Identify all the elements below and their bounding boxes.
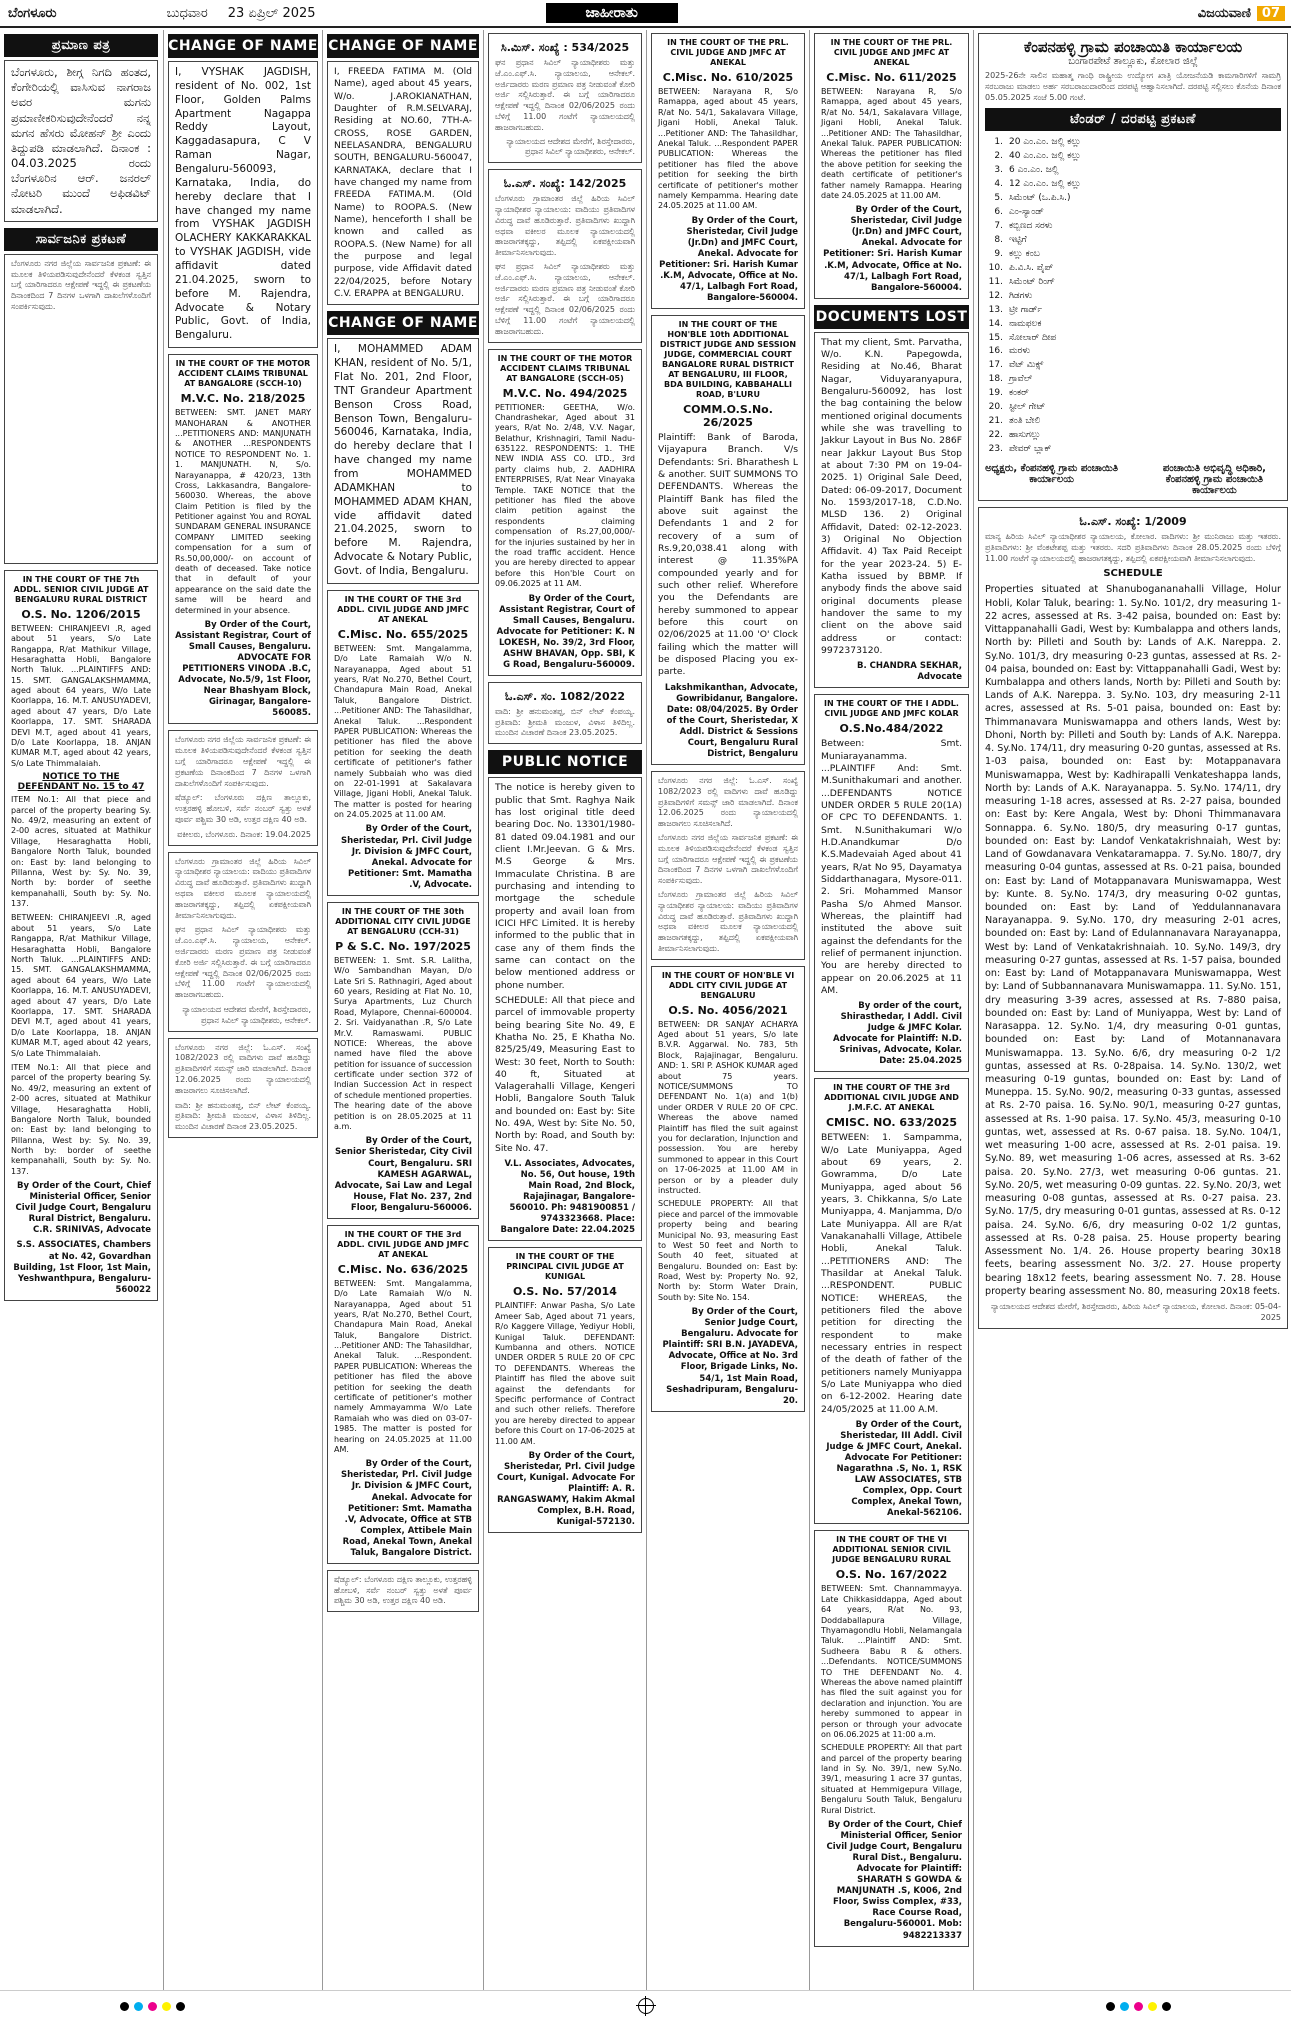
public-notice-header: PUBLIC NOTICE <box>488 750 642 774</box>
tender-item-number: 12. <box>988 290 1003 301</box>
change-of-name-header: CHANGE OF NAME <box>168 34 318 58</box>
tender-office-subtitle: ಬಂಗಾರಪೇಟೆ ತಾಲ್ಲೂಕು, ಕೋಲಾರ ಜಿಲ್ಲೆ <box>1068 56 1198 67</box>
court-title: IN THE COURT OF THE PRL. CIVIL JUDGE AND JMFC AT ANEKAL <box>667 38 789 67</box>
tender-item <box>985 345 1281 359</box>
case-body: BETWEEN: DR SANJAY ACHARYA Aged about 51 years, S/o late B.V.R. Aggarwal. No. 783, 5th Block, Rajajinagar, Bengaluru. AND: 1. SRI P. ASHOK KUMAR aged about 75 years. NOTICE/SUMMONS TO DEFENDANT No. 1(a) and 1(b) under ORDER V RULE 20 OF CPC. Whereas the above named Plaintiff has filed the suit against you for declaration, Injunction and possession. You are hereby summoned to appear in this Court on 17-06-2025 at 11.00 AM in person or by a pleader duly instructed. <box>658 1019 798 1195</box>
tender-items-list <box>985 136 1281 457</box>
kannada-notice-text: ಘನ ಪ್ರಧಾನ ಸಿವಿಲ್ ನ್ಯಾಯಾಧೀಶರು ಮತ್ತು ಜೆ.ಎಂ.ಎಫ್.ಸಿ. ನ್ಯಾಯಾಲಯ, ಆನೇಕಲ್. ಅರ್ಜಿದಾರರು ಮರಣ ಪ್ರಮಾಣ ಪತ್ರ ನೀಡುವಂತೆ ಕೋರಿ ಅರ್ಜಿ ಸಲ್ಲಿಸಿರುತ್ತಾರೆ. ಈ ಬಗ್ಗೆ ಯಾರಿಗಾದರೂ ಆಕ್ಷೇಪಣೆ ಇದ್ದಲ್ಲಿ ದಿನಾಂಕ 02/06/2025 ರಂದು ಬೆಳಿಗ್ಗೆ 11.00 ಗಂಟೆಗೆ ನ್ಯಾಯಾಲಯದಲ್ಲಿ ಹಾಜರಾಗಬಹುದು. <box>495 58 635 132</box>
tender-item-number: 5. <box>994 193 1003 204</box>
case-number: C.Misc. No. 610/2025 <box>662 71 794 84</box>
tender-item <box>985 401 1281 415</box>
kannada-os-1082 <box>488 682 642 744</box>
documents-lost-text: That my client, Smt. Parvatha, W/o. K.N. Papegowda, Residing at No.46, Bharat Nagar, Viduyaranyapura, Bengaluru-560092, has lost the bag containing the below mentioned original documents while she was travelling to Jakkur Layout in Bus No. 286F near Jakkur Layout Bus Stop at about 7:30 PM on 19-04-2025. 1) Original Sale Deed, Dated: 06-09-2017, Document No. 1593/2017-18, C.D.No. MLSD 136. 2) Original Affidavit, Dated: 02-12-2023. 3) Original No Objection Affidavit. 4) Tax Paid Receipt for the year 2023-24. 5) E-Katha issued by BBMP. If anybody finds the above said original documents please handover the same to my client on the above said address or contact: 9972373120. <box>821 336 962 656</box>
court-notice-cmisc-611 <box>814 33 969 299</box>
tender-item-label: 20 ಎಂ.ಎಂ. ಜಲ್ಲಿ ಕಲ್ಲು <box>1009 137 1081 148</box>
tender-item <box>985 276 1281 290</box>
kannada-signature: ನ್ಯಾಯಾಲಯದ ಆದೇಶದ ಮೇರೆಗೆ, ಶಿರಸ್ತೇದಾರರು, ಪ್ರಧಾನ ಸಿವಿಲ್ ನ್ಯಾಯಾಧೀಶರು, ಆನೇಕಲ್. <box>182 1004 311 1025</box>
tender-item-number: 13. <box>988 304 1003 315</box>
court-notice-psc-197 <box>327 902 479 1219</box>
court-notice-cmisc-636 <box>327 1225 479 1564</box>
case-number: O.S. No. 167/2022 <box>835 1568 948 1582</box>
court-signature: By Order of the Court, Sheristedar, Civil Judge (Jr.Dn) and JMFC Court, Anekal. Advocate for Petitioner: Sri. Harish Kumar .K.M, Advocate, Office at No. 47/1, Lalbagh Fort Road, Bangalore-560004. <box>823 205 962 293</box>
case-body: PLAINTIFF: Anwar Pasha, S/o Late Ameer Sab, Aged about 71 years, R/o Kaggere Village, Yediyur Hobli, Kunigal Taluk. DEFENDANT: Kumbanna and others. NOTICE UNDER ORDER 5 RULE 20 OF CPC TO DEFENDANTS. Whereas the Plaintiff has filed the above suit against the defendants for Specific performance of Contract and such other reliefs. Therefore you are hereby directed to appear before this Court on 17-06-2025 at 11.00 AM. <box>495 1301 635 1446</box>
court-notice-os-57 <box>488 1247 642 1533</box>
case-number: C.Misc. No. 611/2025 <box>826 71 957 84</box>
tender-office-title: ಕೆಂಪನಹಳ್ಳಿ ಗ್ರಾಮ ಪಂಚಾಯಿತಿ ಕಾರ್ಯಾಲಯ <box>1023 38 1243 56</box>
tender-item <box>985 443 1281 457</box>
tender-header: ಟೆಂಡರ್ / ದರಪಟ್ಟಿ ಪ್ರಕಟಣೆ <box>985 108 1281 131</box>
court-title: IN THE COURT OF THE PRL. CIVIL JUDGE AND JMFC AT ANEKAL <box>830 38 953 67</box>
tender-item-label: 6 ಎಂ.ಎಂ. ಜಲ್ಲಿ <box>1009 165 1059 176</box>
affidavit-header: ಪ್ರಮಾಣ ಪತ್ರ <box>4 34 158 57</box>
case-number: C.Misc. No. 636/2025 <box>337 1262 469 1276</box>
tender-item-label: 12 ಎಂ.ಎಂ. ಜಲ್ಲಿ ಕಲ್ಲು <box>1009 179 1081 190</box>
kannada-signature: ವಕೀಲರು, ಬೆಂಗಳೂರು. ದಿನಾಂಕ: 19.04.2025 <box>177 829 311 839</box>
public-notice-text: The notice is hereby given to public that Smt. Raghya Naik has lost original title deed bearing Doc. No. 13301/1980-81 dated 09.04.1981 and our client I.Mr.Jeevan. G & Mrs. M.S George & Mrs. Immaculate Christina. B are purchasing and intending to mortgage the schedule property and avail loan from ICICI HFC Limited. It is hereby informed to the public that in case any of them finds the same can contact on the below mentioned address or phone number. <box>495 782 635 991</box>
tender-item-number: 23. <box>988 444 1003 455</box>
kannada-notice-text: ಷೆಡ್ಯೂಲ್: ಬೆಂಗಳೂರು ದಕ್ಷಿಣ ತಾಲ್ಲೂಕು, ಉತ್ತರಹಳ್ಳಿ ಹೋಬಳಿ, ಸರ್ವೆ ನಂಬರ್ ಸ್ವತ್ತು ಅಳತೆ ಪೂರ್ವ ಪಶ್ಚಿಮ 30 ಅಡಿ, ಉತ್ತರ ದಕ್ಷಿಣ 40 ಅಡಿ. <box>334 1574 472 1606</box>
case-number: ಓ.ಎಸ್. ಸಂ. 1082/2022 <box>504 689 626 703</box>
court-signature: By Order of the Court, Assistant Registrar, Court of Small Causes, Bengaluru. ADVOCATE FOR PETITIONERS VINODA .B.C, Advocate, No.5/9, 1st Floor, Near Bhashyam Block, Girinagar, Bangalore-560085. <box>175 620 311 719</box>
schedule-items-extra: ITEM No.1: All that piece and parcel of the property bearing Sy. No. 49/2, measuring an extent of 2-00 acres, situated at Mathikur Village, Hesaraghatta Hobli, Bangalore North Taluk, bounded on: East by: land belonging to Pillanna, West by: Sy. No. 39, North by: border of seethe kempanahalli, South by: Sy. No. 137. <box>11 1062 151 1176</box>
case-number: COMM.O.S.No. 26/2025 <box>683 403 773 430</box>
case-number: M.V.C. No. 494/2025 <box>502 386 628 400</box>
court-notice-os-1206 <box>4 570 158 1301</box>
tender-item <box>985 178 1281 192</box>
court-notice-comm-os-26 <box>651 315 805 765</box>
case-parties: BETWEEN: CHIRANJEEVI .R, aged about 51 years, S/o Late Rangappa, R/at Mathikur Village, Hesaraghatta Hobli, Bangalore North Taluk. ...PLAINTIFFS AND: 15. SMT. GANGALAKSHMAMMA, aged about 64 years, W/o Late Koorlappa, 16. M.T. ANUSUYADEVI, aged about 47 years, D/o Late Koorlappa, 17. SMT. SHARADA DEVI M.T, aged about 41 years, D/o Late Koorlappa, 18. ANJAN KUMAR M.T, aged about 42 years, S/o Late Thimmalaiah. <box>11 623 151 768</box>
kannada-notice-2 <box>168 730 318 845</box>
masthead-day: ಬುಧವಾರ <box>166 5 208 21</box>
kannada-notice-text-3: ಬೆಂಗಳೂರು ಗ್ರಾಮಾಂತರ ಜಿಲ್ಲೆ ಹಿರಿಯ ಸಿವಿಲ್ ನ್ಯಾಯಾಧೀಶರ ನ್ಯಾಯಾಲಯ: ವಾದಿಯು ಪ್ರತಿವಾದಿಗಳ ವಿರುದ್ಧ ದಾವೆ ಹೂಡಿರುತ್ತಾರೆ. ಪ್ರತಿವಾದಿಗಳು ಖುದ್ದಾಗಿ ಅಥವಾ ವಕೀಲರ ಮೂಲಕ ನ್ಯಾಯಾಲಯದಲ್ಲಿ ಹಾಜರಾಗತಕ್ಕದ್ದು, ತಪ್ಪಿದಲ್ಲಿ ಏಕಪಕ್ಷೀಯವಾಗಿ ತೀರ್ಮಾನಿಸಲಾಗುವುದು. <box>658 889 798 953</box>
court-notice-mvc-218 <box>168 354 318 724</box>
documents-lost-notice <box>814 332 969 689</box>
kannada-notice-text: ವಾದಿ: ಶ್ರೀ ಹನುಮಂತಪ್ಪ, ಬಿನ್ ಲೇಟ್ ಕೆಂಪಯ್ಯ. ಪ್ರತಿವಾದಿ: ಶ್ರೀಮತಿ ಮಂಜುಳ, ವಿಳಾಸ ತಿಳಿದಿಲ್ಲ. ಮುಂದಿನ ವಿಚಾರಣೆ ದಿನಾಂಕ 23.05.2025. <box>495 706 635 738</box>
public-notice-header: ಸಾರ್ವಜನಿಕ ಪ್ರಕಟಣೆ <box>4 228 158 251</box>
signatory-president: ಅಧ್ಯಕ್ಷರು, ಕೆಂಪನಹಳ್ಳಿ ಗ್ರಾಮ ಪಂಚಾಯಿತಿ ಕಾರ್ಯಾಲಯ <box>985 462 1119 485</box>
kannada-notice-text: ಬೆಂಗಳೂರು ನಗರ ಜಿಲ್ಲೆಯ ಸಾರ್ವಜನಿಕ ಪ್ರಕಟಣೆ: ಈ ಮೂಲಕ ತಿಳಿಯಪಡಿಸುವುದೇನೆಂದರೆ ಕೆಳಕಂಡ ಸ್ವತ್ತಿನ ಬಗ್ಗೆ ಯಾರಿಗಾದರೂ ಆಕ್ಷೇಪಣೆ ಇದ್ದಲ್ಲಿ ಈ ಪ್ರಕಟಣೆಯ ದಿನಾಂಕದಿಂದ 7 ದಿನಗಳ ಒಳಗಾಗಿ ದಾಖಲೆಗಳೊಂದಿಗೆ ಸಂಪರ್ಕಿಸುವುದು. <box>175 735 311 788</box>
tender-item-number: 20. <box>988 402 1003 413</box>
case-body: BETWEEN: Smt. Mangalamma, D/o Late Ramaiah W/o N. Narayanappa, Aged about 51 years, R/at No.270, Bethel Court, Chandapura Main Road, Anekal Taluk, Bangalore District. ...Petitioner AND: The Tahasildhar, Anekal Taluk. ...Respondent. PAPER PUBLICATION: Whereas the petitioner has filed the above petition for seeking the death certificate of petitioner's mother namely Ammayamma W/o Late Ramaiah who was died on 03-07-1985. The matter is posted for hearing on 24.05.2025 at 11.00 AM. <box>334 1278 472 1454</box>
tender-item-label: ಸಿಮೆಂಟ್ (ಒ.ಪಿ.ಸಿ.) <box>1009 193 1071 204</box>
public-notice-title-deed <box>488 777 642 1241</box>
court-title: IN THE COURT OF THE PRINCIPAL CIVIL JUDGE AT KUNIGAL <box>506 1252 624 1282</box>
registration-dot-icon <box>176 2002 185 2011</box>
tender-item-number: 14. <box>988 318 1003 329</box>
court-notice-cmisc-655 <box>327 590 479 896</box>
court-title: IN THE COURT OF HON'BLE VI ADDL CITY CIVIL JUDGE AT BENGALURU <box>661 970 795 1000</box>
court-title: IN THE COURT OF THE 3rd ADDL. CIVIL JUDGE AND JMFC AT ANEKAL <box>337 594 469 624</box>
tender-notice-kempanahalli <box>978 33 1288 501</box>
case-number: C.Misc. No. 655/2025 <box>337 627 469 641</box>
public-notice-kannada <box>4 254 158 564</box>
tender-item-label: ಇಟ್ಟಿಗೆ <box>1009 234 1027 245</box>
tender-item-label: ಸೋಲಾರ್ ದೀಪ <box>1009 332 1057 343</box>
tender-item-label: ಕಬ್ಬಿಣದ ಸರಳು <box>1009 221 1053 232</box>
tender-item-number: 7. <box>994 221 1003 232</box>
tender-item-number: 21. <box>988 416 1003 427</box>
court-title: IN THE COURT OF THE 7th ADDL. SENIOR CIVIL JUDGE AT BENGALURU RURAL DISTRICT <box>13 574 149 604</box>
tender-item-label: ಟ್ರೀ ಗಾರ್ಡ್ <box>1009 304 1043 315</box>
court-signature: By Order of the Court, Assistant Registrar, Court of Small Causes, Bengaluru. Advocate for Petitioner: K. N LOKESH, No. 39/2, 3rd Floor, ASHW BHAVAN, Opp. SBI, K G Road, Bengaluru-560009. <box>496 593 635 670</box>
column-3 <box>322 30 483 1990</box>
case-number: O.S. No. 1206/2015 <box>21 607 141 621</box>
tender-item <box>985 429 1281 443</box>
schedule-property: SCHEDULE PROPERTY: All that piece and parcel of the immovable property being and bearing Municipal No. 93, measuring East to West 50 feet and North to South 40 feet, situated at Bengaluru. Bounded on: East by: Road, West by: Property No. 92, North by: Storm Water Drain, South by: Site No. 154. <box>658 1199 798 1302</box>
documents-lost-header: DOCUMENTS LOST <box>814 305 969 329</box>
kannada-notice-col5 <box>651 771 805 960</box>
documents-lost-signature: B. CHANDRA SEKHAR, Advocate <box>857 661 962 683</box>
tender-item-label: ತಂತಿ ಬೇಲಿ <box>1009 416 1041 427</box>
tender-item-label: ಮರಳು <box>1009 346 1031 357</box>
case-number: ಓ.ಎಸ್. ಸಂಖ್ಯೆ: 1/2009 <box>1079 514 1187 528</box>
change-of-name-header: CHANGE OF NAME <box>327 34 479 58</box>
tender-item-label: ಗಿಡಗಳು <box>1009 290 1033 301</box>
tender-item <box>985 234 1281 248</box>
change-of-name-header-2: CHANGE OF NAME <box>327 311 479 335</box>
case-body: Between: Smt. Muniarayanamma. ...PLAINTIFF And: Smt. M.Sunithakumari and another. ...DEFENDANTS NOTICE UNDER ORDER 5 RULE 20(1A) OF CPC TO DEFENDANTS. 1. Smt. N.Sunithakumari W/o H.D.Anandkumar D/o K.S.Madevaiah Aged about 41 years, R/at No 95, Dayamatya Siddarthanagara, Mysore-011. 2. Sri. Mohammed Mansor Pasha S/o Ahmed Mansor. Whereas, the plaintiff had instituted the above suit against the defendants for the relief of permanent injunction. You are hereby directed to appear on 20.06.2025 at 11 AM. <box>821 738 962 996</box>
kannada-notice-col3 <box>327 1570 479 1612</box>
tender-item <box>985 136 1281 150</box>
column-1 <box>0 30 162 1990</box>
case-body: BETWEEN: SMT. JANET MARY MANOHARAN & ANOTHER ...PETITIONERS AND: MANJUNATH & ANOTHER ...RESPONDENTS NOTICE TO RESPONDENT No. 1. 1. MANJUNATH. N, S/o. Narayanappa, # 420/23, 13th Cross, Lakkasandra, Bangalore-560030. Whereas, the above Claim Petition is filed by the Petitioner against You and ROYAL SUNDARAM GENERAL INSURANCE COMPANY LIMITED seeking compensation for a sum of Rs.50,00,000/- on account of death of deceased. Take notice that in default of your appearance on the said date the same will be heard and determined in your absence. <box>175 408 311 615</box>
tender-item-number: 16. <box>988 346 1003 357</box>
column-7 <box>973 30 1291 1990</box>
tender-item-label: ವೆಟ್ ಮಿಕ್ಸ್ <box>1009 360 1044 371</box>
registration-crosshair-icon <box>638 1998 654 2014</box>
court-signature: By Order of the Court, Senior Sheristedar, City Civil Court, Bengaluru. SRI KAMESH AGARWAL, Advocate, Sai Law and Legal House, Flat No. 237, 2nd Floor, Bengaluru-560006. <box>334 1136 472 1213</box>
case-number: O.S. No. 57/2014 <box>513 1285 617 1299</box>
tender-item-number: 6. <box>994 207 1003 218</box>
tender-item-label: ನಾಮಫಲಕ <box>1009 318 1042 329</box>
kannada-notice-text: ಬೆಂಗಳೂರು ಗ್ರಾಮಾಂತರ ಜಿಲ್ಲೆ ಹಿರಿಯ ಸಿವಿಲ್ ನ್ಯಾಯಾಧೀಶರ ನ್ಯಾಯಾಲಯ: ವಾದಿಯು ಪ್ರತಿವಾದಿಗಳ ವಿರುದ್ಧ ದಾವೆ ಹೂಡಿರುತ್ತಾರೆ. ಪ್ರತಿವಾದಿಗಳು ಖುದ್ದಾಗಿ ಅಥವಾ ವಕೀಲರ ಮೂಲಕ ನ್ಯಾಯಾಲಯದಲ್ಲಿ ಹಾಜರಾಗತಕ್ಕದ್ದು, ತಪ್ಪಿದಲ್ಲಿ ಏಕಪಕ್ಷೀಯವಾಗಿ ತೀರ್ಮಾನಿಸಲಾಗುವುದು. <box>175 856 311 920</box>
column-4 <box>483 30 646 1990</box>
tender-item-label: ಸಿಮೆಂಟ್ ರಿಂಗ್ <box>1009 276 1055 287</box>
case-body: BETWEEN: Narayana R, S/o Ramappa, aged about 45 years, R/at No. 54/1, Sakalavara Village, Jigani Hobli, Anekal Taluk. ...Petitioner AND: The Tahasildhar, Anekal Taluk. PAPER PUBLICATION: Whereas the petitioner has filed the above petition for seeking the death certificate of petitioner's father namely Ramappa. Hearing date 24.05.2025 at 11.00 AM. <box>821 87 962 200</box>
kannada-notice-text: ಬೆಂಗಳೂರು ಗ್ರಾಮಾಂತರ ಜಿಲ್ಲೆ ಹಿರಿಯ ಸಿವಿಲ್ ನ್ಯಾಯಾಧೀಶರ ನ್ಯಾಯಾಲಯ: ವಾದಿಯು ಪ್ರತಿವಾದಿಗಳ ವಿರುದ್ಧ ದಾವೆ ಹೂಡಿರುತ್ತಾರೆ. ಪ್ರತಿವಾದಿಗಳು ಖುದ್ದಾಗಿ ಅಥವಾ ವಕೀಲರ ಮೂಲಕ ನ್ಯಾಯಾಲಯದಲ್ಲಿ ಹಾಜರಾಗತಕ್ಕದ್ದು, ತಪ್ಪಿದಲ್ಲಿ ಏಕಪಕ್ಷೀಯವಾಗಿ ತೀರ್ಮಾನಿಸಲಾಗುವುದು. <box>495 194 635 258</box>
court-notice-mvc-494 <box>488 349 642 676</box>
tender-item-label: ಹಾಸುಗಲ್ಲು <box>1009 430 1041 441</box>
court-notice-cmisc-633 <box>814 1078 969 1524</box>
court-title: IN THE COURT OF THE MOTOR ACCIDENT CLAIMS TRIBUNAL AT BANGALORE (SCCH-10) <box>175 359 311 389</box>
case-number: O.S.No.484/2022 <box>839 722 944 736</box>
tender-item <box>985 206 1281 220</box>
case-body: BETWEEN: Narayana R, S/o Ramappa, aged about 45 years, R/at No. 54/1, Sakalavara Village, Jigani Hobli, Anekal Taluk. ...Petitioner AND: The Tahasildhar, Anekal Taluk. ...Respondent PAPER PUBLICATION: Whereas the petitioner has filed the above petition for seeking the birth certificate of petitioner's mother namely Kempamma. Hearing date 24.05.2025 at 11.00 AM. <box>658 87 798 211</box>
tender-item-number: 11. <box>988 276 1003 287</box>
advocate-address: S.S. ASSOCIATES, Chambers at No. 42, Govardhan Building, 1st Floor, 1st Main, Yeshwanthpura, Bengaluru-560022 <box>13 1240 151 1295</box>
masthead-date: 23 ಏಪ್ರಿಲ್ 2025 <box>227 5 316 21</box>
schedule-property: SCHEDULE PROPERTY: All that part and parcel of the property bearing land in Sy. No. 39/1, new Sy.No. 39/1, measuring 1 acre 37 guntas, situated at Hemmigepura Village, Bengaluru South Taluk, Bengaluru Rural District. <box>821 1743 962 1815</box>
case-number: ಓ.ಎಸ್. ಸಂಖ್ಯೆ: 142/2025 <box>503 177 627 191</box>
registration-dot-icon <box>148 2002 157 2011</box>
schedule-text: Properties situated at Shanubogananahalli Village, Holur Hobli, Kolar Taluk, bearing: 1. Sy.No. 101/2, dry measuring 1-22 acres, assessed at Rs. 3-42 paisa, bounded on: East by: Vittappanahalli Gadi, West by: Kumbalappa and others lands, North by: Pilleti and South by: Lands of A.K. Nareppa. 2. Sy.No. 101/3, dry measuring 0-23 guntas, assessed at Rs. 2-04 paisa, bounded on: East by: Vittappanahalli Gadi, West by: Kumbalappa and others lands, North by: Pilleti and South by: Lands of A.K. Nareppa. 3. Sy.No. 103, dry measuring 2-11 acres, assessed at Rs. 5-01 paisa, bounded on: East by: Thimmanavara Muniswamappa and others lands, West by: Dhoni, North by: Pilleti and South by: Lands of A.K. Nareppa. 4. Sy.No. 174/11, dry measuring 0-20 guntas, assessed at Rs. 1-03 paisa, bounded on: East by: Motappanavara Muniswamappa, West by: Kadhirapalli Venkateshappa lands, North by: Lands of A.K. Narayanappa. 5. Sy.No. 174/11, dry measuring 1-18 acres, assessed at Rs. 2-27 paisa, bounded on: East by: Kere Angala, West by: Dhoni Thimmanavara Sonnappa. 6. Sy.No. 180/5, dry measuring 0-17 guntas, bounded on: East by: Landof Venkatakrishnaiah, West by: Land of Gowdanavara Venkataramappa. 7. Sy.No. 180/7, dry measuring 0-04 guntas, assessed at Rs. 0-21 paisa, bounded on: East by: Land of Motappanavara Muniswamappa, West by: Kunte. 8. Sy.No. 174/3, dry measuring 0-02 guntas, bounded on: East by: Land of Yeddulannanavara Narayanappa. 9. Sy.No. 170, dry measuring 2-01 acres, bounded on: East by: Land of Edulannanavara Narayanappa, West by: Land of Venkatakrishnaiah. 10. Sy.No. 149/3, dry measuring 0-27 guntas, assessed at Rs. 1-57 paisa, bounded on: East by: Land of Motappanavara Muniswamappa, West by: Land of Subbannanavara Muniswamappa. 11. Sy.No. 151, dry measuring 3-39 acres, assessed at Rs. 7-880 paisa, bounded on: East by: Land of Muniyappa, West by: Land of Narasappa. 12. Sy.No. 1/4, dry measuring 0-01 guntas, bounded on: East by: Land of Motannanavara Muniswamappa. 13. Sy.No. 6/6, dry measuring 0-2 1/2 guntas, assessed at Rs. 0-28paisa. 14. Sy.No. 130/2, wet measuring 0-19 guntas, bounded on: East by: Land of Muneppa. 15. Sy.No. 90/2, measuring 0-33 guntas, assessed at Rs. 2-70 paisa. 16. Sy.No. 90/1, measuring 0-27 guntas, assessed at Rs. 1-90 paisa. 17. Sy.No. 45/3, measuring 0-10 guntas, wet, assessed at Rs. 0-67 paisa. 18. Sy.No. 104/1, wet measuring 1-00 acre, assessed at Rs. 2-01 paisa. 19. Sy.No. 89, wet measuring 1-06 acres, assessed at Rs. 3-62 paisa. 20. Sy.No. 27/3, wet measuring 0-06 guntas. 21. Sy.No. 20/5, wet measuring 0-09 guntas. 22. Sy.No. 20/3, wet measuring 0-08 guntas, assessed at Rs. 0-27 paisa. 23. Sy.No. 17/5, dry measuring 0-01 guntas, assessed at Rs. 0-12 paisa. 24. Sy.No. 6/6, dry measuring 0-02 1/2 guntas, assessed at Rs. 0-28 paisa. 25. House property bearing Assessment No. 1/4. 26. House property bearing 30x18 feets, bearing assessment No. 3/2. 27. House property bearing 18x12 feets, bearing assessment No. 7. 28. House property bearing assessment No. 80, measuring 20x18 feets. <box>985 584 1281 1297</box>
tender-item-label: ಪೇವರ್ ಬ್ಲಾಕ್ <box>1009 444 1052 455</box>
kannada-schedule: ಷೆಡ್ಯೂಲ್: ಬೆಂಗಳೂರು ದಕ್ಷಿಣ ತಾಲ್ಲೂಕು, ಉತ್ತರಹಳ್ಳಿ ಹೋಬಳಿ, ಸರ್ವೆ ನಂಬರ್ ಸ್ವತ್ತು ಅಳತೆ ಪೂರ್ವ ಪಶ್ಚಿಮ 30 ಅಡಿ, ಉತ್ತರ ದಕ್ಷಿಣ 40 ಅಡಿ. <box>175 793 311 824</box>
court-signature: By Order of the Court, Sheristedar, Prl. Civil Judge Jr. Division & JMFC Court, Anekal. Advocate for Petitioner: Smt. Mamatha .V, Advocate, Office at STB Complex, Attibele Main Road, Anekal Town, Anekal Taluk, Bangalore District. <box>340 1459 472 1558</box>
tender-item <box>985 262 1281 276</box>
print-registration-marks <box>0 1990 1291 2021</box>
tender-item <box>985 373 1281 387</box>
registration-dot-icon <box>1148 2002 1157 2011</box>
masthead-section: ಜಾಹೀರಾತು <box>546 3 678 23</box>
court-title: IN THE COURT OF THE MOTOR ACCIDENT CLAIMS TRIBUNAL AT BANGALORE (SCCH-05) <box>497 353 633 383</box>
court-notice-os-1-2009 <box>978 507 1288 1329</box>
court-signature: Lakshmikanthan, Advocate, Gowribidanur, Bangalore. Date: 08/04/2025. By Order of the Court, Sheristedar, X Addl. District & Sessions Court, Bengaluru Rural District, Bengaluru <box>664 682 798 759</box>
kannada-notice-text: ಬೆಂಗಳೂರು ನಗರ ಜಿಲ್ಲೆ: ಓ.ಎಸ್. ಸಂಖ್ಯೆ 1082/2023 ರಲ್ಲಿ ವಾದಿಗಳು ದಾವೆ ಹೂಡಿದ್ದು ಪ್ರತಿವಾದಿಗಳಿಗೆ ಸಮನ್ಸ್ ಜಾರಿ ಮಾಡಲಾಗಿದೆ. ದಿನಾಂಕ 12.06.2025 ರಂದು ನ್ಯಾಯಾಲಯದಲ್ಲಿ ಹಾಜರಾಗಲು ಸೂಚಿಸಲಾಗಿದೆ. <box>175 1042 311 1095</box>
court-title: IN THE COURT OF THE VI ADDITIONAL SENIOR CIVIL JUDGE BENGALURU RURAL <box>832 1535 951 1565</box>
tender-item <box>985 290 1281 304</box>
tender-item-label: 40 ಎಂ.ಎಂ. ಜಲ್ಲಿ ಕಲ್ಲು <box>1009 151 1081 162</box>
tender-item-label: ಕಲ್ಲು ಕಂಬ <box>1009 248 1040 259</box>
tender-item-label: ಸ್ಟೀಲ್ ಗೇಟ್ <box>1009 402 1046 413</box>
tender-item-number: 8. <box>994 234 1003 245</box>
registration-dot-icon <box>1162 2002 1171 2011</box>
tender-item-number: 9. <box>994 248 1003 259</box>
public-notice-kannada-text: ಬೆಂಗಳೂರು ನಗರ ಜಿಲ್ಲೆಯ ಸಾರ್ವಜನಿಕ ಪ್ರಕಟಣೆ: ಈ ಮೂಲಕ ತಿಳಿಯಪಡಿಸುವುದೇನೆಂದರೆ ಕೆಳಕಂಡ ಸ್ವತ್ತಿನ ಬಗ್ಗೆ ಯಾರಿಗಾದರೂ ಆಕ್ಷೇಪಣೆ ಇದ್ದಲ್ಲಿ ಈ ಪ್ರಕಟಣೆಯ ದಿನಾಂಕದಿಂದ 7 ದಿನಗಳ ಒಳಗಾಗಿ ದಾಖಲೆಗಳೊಂದಿಗೆ ಸಂಪರ್ಕಿಸುವುದು. <box>11 258 151 311</box>
change-of-name-vyshak: I, VYSHAK JAGDISH, resident of No. 002, 1st Floor, Golden Palms Apartment Nagappa Reddy Layout, Kaggadasapura, C V Raman Nagar, Bengaluru-560093, Karnataka, India, do hereby declare that I have changed my name from VYSHAK JAGDISH OLACHERY KAKKARAKKAL to VYSHAK JAGDISH, vide affidavit dated 21.04.2025, sworn to before M. Rajendra, Advocate & Notary Public, Govt. of India, Bengaluru. <box>168 61 318 348</box>
kannada-notice-text-2: ಘನ ಪ್ರಧಾನ ಸಿವಿಲ್ ನ್ಯಾಯಾಧೀಶರು ಮತ್ತು ಜೆ.ಎಂ.ಎಫ್.ಸಿ. ನ್ಯಾಯಾಲಯ, ಆನೇಕಲ್. ಅರ್ಜಿದಾರರು ಮರಣ ಪ್ರಮಾಣ ಪತ್ರ ನೀಡುವಂತೆ ಕೋರಿ ಅರ್ಜಿ ಸಲ್ಲಿಸಿರುತ್ತಾರೆ. ಈ ಬಗ್ಗೆ ಯಾರಿಗಾದರೂ ಆಕ್ಷೇಪಣೆ ಇದ್ದಲ್ಲಿ ದಿನಾಂಕ 02/06/2025 ರಂದು ಬೆಳಿಗ್ಗೆ 11.00 ಗಂಟೆಗೆ ನ್ಯಾಯಾಲಯದಲ್ಲಿ ಹಾಜರಾಗಬಹುದು. <box>495 261 635 336</box>
court-title: IN THE COURT OF THE HON'BLE 10th ADDITIONAL DISTRICT JUDGE AND SESSION JUDGE, COMMERCIAL COURT BANGALORE RURAL DISTRICT AT BENGALURU, III FLOOR, BDA BUILDING, KABBAHALLI ROAD, B'LURU <box>659 320 797 400</box>
case-body: PETITIONER: GEETHA, W/o. Chandrashekar, Aged about 31 years, R/at No. 2/48, V.V. Nagar, Belathur, Krishnagiri, Tamil Nadu-635122. RESPONDENTS: 1. THE NEW INDIA ASS CO. LTD., 3rd party claims hub, 2. AADHIRA ENTERPRISES, R/at Near Vinayaka Temple. TAKE NOTICE that the petitioner has filed the above claim petition against the respondents claiming compensation of Rs.27,00,000/- for the injuries sustained by her in the road traffic accident. Hence you are hereby directed to appear before this Hon'ble Court on 09.06.2025 at 11 AM. <box>495 402 635 589</box>
kannada-notice-text: ಬೆಂಗಳೂರು ನಗರ ಜಿಲ್ಲೆ: ಓ.ಎಸ್. ಸಂಖ್ಯೆ 1082/2023 ರಲ್ಲಿ ವಾದಿಗಳು ದಾವೆ ಹೂಡಿದ್ದು ಪ್ರತಿವಾದಿಗಳಿಗೆ ಸಮನ್ಸ್ ಜಾರಿ ಮಾಡಲಾಗಿದೆ. ದಿನಾಂಕ 12.06.2025 ರಂದು ನ್ಯಾಯಾಲಯದಲ್ಲಿ ಹಾಜರಾಗಲು ಸೂಚಿಸಲಾಗಿದೆ. <box>658 775 798 829</box>
case-body: BETWEEN: 1. Sampamma, W/o Late Muniyappa, Aged about 69 years, 2. Gowramma, D/o Late Muniyappa, aged about 56 years, 3. Chikkanna, S/o Late Muniyappa, 4. Manjamma, D/o Late Muniyappa. All are R/at Vanakanahalli Village, Attibele Hobli, Anekal Taluk. ...PETITIONERS AND: The Thasildar at Anekal Taluk. ...RESPONDENT. PUBLIC NOTICE: WHEREAS, the petitioners filed the above petition for directing the respondent to make necessary entries in respect of the death of father of the petitioners namely Muniyappa S/o Late Muniyappa who died on 6-12-2002. Hearing date 24/05/2025 at 11.00 A.M. <box>821 1132 962 1415</box>
kannada-notice-text-2: ಬೆಂಗಳೂರು ನಗರ ಜಿಲ್ಲೆಯ ಸಾರ್ವಜನಿಕ ಪ್ರಕಟಣೆ: ಈ ಮೂಲಕ ತಿಳಿಯಪಡಿಸುವುದೇನೆಂದರೆ ಕೆಳಕಂಡ ಸ್ವತ್ತಿನ ಬಗ್ಗೆ ಯಾರಿಗಾದರೂ ಆಕ್ಷೇಪಣೆ ಇದ್ದಲ್ಲಿ ಈ ಪ್ರಕಟಣೆಯ ದಿನಾಂಕದಿಂದ 7 ದಿನಗಳ ಒಳಗಾಗಿ ದಾಖಲೆಗಳೊಂದಿಗೆ ಸಂಪರ್ಕಿಸುವುದು. <box>658 832 798 886</box>
tender-signatories <box>985 463 1281 496</box>
case-number: M.V.C. No. 218/2025 <box>180 392 306 406</box>
court-title: IN THE COURT OF THE I ADDL. CIVIL JUDGE AND JMFC KOLAR <box>824 699 959 719</box>
schedule-items: ITEM No.1: All that piece and parcel of the property bearing Sy. No. 49/2, measuring an extent of 2-00 acres, situated at Mathikur Village, Hesaraghatta Hobli, Bangalore North Taluk, bounded on: East by: land belonging to Pillanna, West by: Sy. No. 39, North by: border of seethe kempanahalli, South by: Sy. No. 137. <box>11 795 151 909</box>
tender-item-number: 22. <box>988 430 1003 441</box>
tender-item <box>985 220 1281 234</box>
tender-item <box>985 304 1281 318</box>
masthead <box>0 0 1291 28</box>
court-signature: By Order of the Court, Senior Judge Court, Bengaluru. Advocate for Plaintiff: SRI B.N. JAYADEVA, Advocate, Office at No. 3rd Floor, Brigade Links, No. 54/1, 1st Main Road, Seshadripuram, Bengaluru-20. <box>662 1307 798 1406</box>
kannada-notice-text-2: ವಾದಿ: ಶ್ರೀ ಹನುಮಂತಪ್ಪ, ಬಿನ್ ಲೇಟ್ ಕೆಂಪಯ್ಯ. ಪ್ರತಿವಾದಿ: ಶ್ರೀಮತಿ ಮಂಜುಳ, ವಿಳಾಸ ತಿಳಿದಿಲ್ಲ. ಮುಂದಿನ ವಿಚಾರಣೆ ದಿನಾಂಕ 23.05.2025. <box>175 1100 311 1132</box>
affidavit-notice: ಬೆಂಗಳೂರು, ಶೀಗ್ಗ ನಿಗದಿ ಹಂತದ, ಕೆಂಗೇರಿಯಲ್ಲಿ ವಾಸಿಸುವ ನಾಗರಾಜ ಅವರ ಮಗನು ಪ್ರಮಾಣೀಕರಿಸುವುದೇನೆಂದರೆ ನನ್ನ ಮಗನ ಹೆಸರು ಮೋಹನ್ ಶ್ರೀ ಎಂದು ತಿದ್ದುಪಡಿ ಮಾಡಲಾಗಿದೆ. ದಿನಾಂಕ : 04.03.2025 ರಂದು ಬೆಂಗಳೂರಿನ ಆರ್. ಜನರಲ್ ನೋಟರಿ ಮುಂದೆ ಅಫಿಡವಿಟ್ ಮಾಡಲಾಗಿದೆ. <box>4 60 158 222</box>
kannada-os-142 <box>488 169 642 342</box>
schedule-title: SCHEDULE <box>1103 568 1163 580</box>
tender-intro: 2025-26ನೇ ಸಾಲಿನ ಮಹಾತ್ಮ ಗಾಂಧಿ ರಾಷ್ಟ್ರೀಯ ಉದ್ಯೋಗ ಖಾತ್ರಿ ಯೋಜನೆಯಡಿ ಕಾಮಗಾರಿಗಳಿಗೆ ಸಾಮಗ್ರಿ ಸರಬರಾಜು ಮಾಡಲು ಅರ್ಹ ಸರಬರಾಜುದಾರರಿಂದ ದರಪಟ್ಟಿ ಆಹ್ವಾನಿಸಲಾಗಿದೆ. ದರಪಟ್ಟಿ ಸಲ್ಲಿಸಲು ಕೊನೆಯ ದಿನಾಂಕ 05.05.2025 ಸಂಜೆ 5.00 ಗಂಟೆ. <box>985 71 1281 102</box>
tender-item-number: 3. <box>994 165 1003 176</box>
case-body: BETWEEN: Smt. Mangalamma, D/o Late Ramaiah W/o N. Narayanappa, Aged about 51 years, R/at No.270, Bethel Court, Chandapura Main Road, Anekal Taluk, Bangalore District. ...Petitioner AND: The Tahasildhar, Anekal Taluk. ...Respondent PAPER PUBLICATION: Whereas the petitioner has filed the above petition for seeking the death certificate of petitioner's father namely Subbaiah who was died on 22-01-1991 at Sakalavara Village, Jigani Hobli, Anekal Taluk. The matter is posted for hearing on 24.05.2025 at 11.00 AM. <box>334 643 472 820</box>
court-notice-os-167 <box>814 1530 969 1946</box>
tender-item-label: ಪಿ.ವಿ.ಸಿ. ಪೈಪ್ <box>1009 262 1054 273</box>
kannada-cmisc-534 <box>488 33 642 163</box>
tender-item <box>985 150 1281 164</box>
tender-item-number: 4. <box>994 179 1003 190</box>
tender-item <box>985 248 1281 262</box>
court-signature: By Order of the Court, Chief Ministerial Officer, Senior Civil Judge Court, Bengaluru Rural District, Bengaluru. C.R. SRINIVAS, Advocate <box>15 1181 151 1236</box>
registration-dot-icon <box>1120 2002 1129 2011</box>
court-signature: By order of the court, Shirasthedar, I Addl. Civil Judge & JMFC Kolar. Advocate for Plaintiff: N.D. Srinivas, Advocate, Kolar. Date: 25.04.2025 <box>833 1001 962 1067</box>
change-of-name-freeda: I, FREEDA FATIMA M. (Old Name), aged about 45 years, W/o. J.AROKIANATHAN, Daughter of R.M.SELVARAJ, Residing at NO.60, 7TH-A-CROSS, ROSE GARDEN, NEELASANDRA, BENGALURU SOUTH, BENGALURU-560047, KARNATAKA, declare that I have changed my name from FREEDA FATIMA.M. (Old Name) to ROOPA.S. (New Name), henceforth I shall be known and called as ROOPA.S. (New Name) for all the purpose and legal purpose, vide Affidavit dated 22/04/2025, before Notary C.V. ERAPPA at BENGALURU. <box>327 61 479 305</box>
court-signature: By Order of the Court, Sheristedar, Prl. Civil Judge Jr. Division & JMFC Court, Anekal. Advocate for Petitioner: Smt. Mamatha .V, Advocate. <box>340 824 472 890</box>
schedule-items-more: BETWEEN: CHIRANJEEVI .R, aged about 51 years, S/o Late Rangappa, R/at Mathikur Village, Hesaraghatta Hobli, Bangalore North Taluk. ...PLAINTIFFS AND: 15. SMT. GANGALAKSHMAMMA, aged about 64 years, W/o Late Koorlappa, 16. M.T. ANUSUYADEVI, aged about 47 years, D/o Late Koorlappa, 17. SMT. SHARADA DEVI M.T, aged about 41 years, D/o Late Koorlappa, 18. ANJAN KUMAR M.T, aged about 42 years, S/o Late Thimmalaiah. <box>11 913 151 1058</box>
tender-item-number: 10. <box>988 262 1003 273</box>
registration-dot-icon <box>1106 2002 1115 2011</box>
tender-item-label: ಎಂ-ಸ್ಯಾಂಡ್ <box>1009 207 1044 218</box>
case-body: BETWEEN: Smt. Channammayya. Late Chikkasiddappa, Aged about 64 years, R/at No. 93, Doddaballapura Village, Thyamagondlu Hobli, Nelamangala Taluk. ...Plaintiff AND: Smt. Sudheera Babu R & others. ...Defendants. NOTICE/SUMMONS TO THE DEFENDANT No. 4. Whereas the above named plaintiff has filed the suit against you for declaration and injunction. You are hereby summoned to appear in person or through your advocate on 06.06.2025 at 11:00 a.m. <box>821 1584 962 1739</box>
kannada-notice-3 <box>168 852 318 1032</box>
tender-item <box>985 359 1281 373</box>
tender-item-number: 17. <box>988 360 1003 371</box>
case-body: Plaintiff: Bank of Baroda, Vijayapura Branch. V/s Defendants: Sri. Bharathesh L & another. SUIT SUMMONS TO DEFENDANTS. Whereas the Plaintiff Bank has filed the above suit against the Defendants 1 and 2 for recovery of a sum of Rs.9,20,038.41 along with interest @ 11.35%PA compounded yearly and for such other relief. Wherefore you the Defendants are hereby summoned to appear before this court on 02/06/2025 at 11.00 'O' Clock failing which the matter will be disposed Placing you ex-parte. <box>658 432 798 678</box>
court-signature: By Order of the Court, Sheristedar, Civil Judge (Jr.Dn) and JMFC Court, Anekal. Advocate for Petitioner: Sri. Harish Kumar .K.M, Advocate, Office at No. 47/1, Lalbagh Fort Road, Bangalore-560004. <box>659 215 798 304</box>
court-signature: By Order of the Court, Chief Ministerial Officer, Senior Civil Judge Court, Bengaluru Rural Dist., Bengaluru. Advocate for Plaintiff: SHARATH S GOWDA & MANJUNATH .S, K006, 2nd Floor, Swiss Complex, #33, Race Course Road, Bengaluru-560001. Mob: 9482213337 <box>826 1820 962 1941</box>
masthead-paper-name: ವಿಜಯವಾಣಿ <box>1197 5 1251 21</box>
change-of-name-mohammed: I, MOHAMMED ADAM KHAN, resident of No. 5/1, Flat No. 201, 2nd Floor, TNT Grandeur Apartment Benson Cross Road, Benson Town, Bengaluru-560046, Karnataka, India, do hereby declare that I have changed my name from MOHAMMED ADAMKHAN to MOHAMMED ADAM KHAN, vide affidavit dated 21.04.2025, sworn to before M. Rajendra, Advocate & Notary Public, Govt. of India, Bengaluru. <box>327 338 479 584</box>
kannada-notice-text: ಮಾನ್ಯ ಹಿರಿಯ ಸಿವಿಲ್ ನ್ಯಾಯಾಧೀಶರ ನ್ಯಾಯಾಲಯ, ಕೋಲಾರ. ವಾದಿಗಳು: ಶ್ರೀ ಮುನಿರಾಜು ಮತ್ತು ಇತರರು. ಪ್ರತಿವಾದಿಗಳು: ಶ್ರೀ ವೆಂಕಟೇಶಪ್ಪ ಮತ್ತು ಇತರರು. ಸದರಿ ಪ್ರತಿವಾದಿಗಳು ದಿನಾಂಕ 28.05.2025 ರಂದು ಬೆಳಿಗ್ಗೆ 11.00 ಗಂಟೆಗೆ ನ್ಯಾಯಾಲಯದಲ್ಲಿ ಹಾಜರಾಗತಕ್ಕದ್ದು, ತಪ್ಪಿದಲ್ಲಿ ಏಕಪಕ್ಷೀಯವಾಗಿ ತೀರ್ಮಾನಿಸಲಾಗುವುದು. <box>985 531 1281 563</box>
tender-item <box>985 332 1281 346</box>
court-notice-os-484 <box>814 694 969 1072</box>
column-5 <box>646 30 809 1990</box>
tender-item-number: 1. <box>994 137 1003 148</box>
tender-item-number: 18. <box>988 374 1003 385</box>
kannada-notice-text-2: ಘನ ಪ್ರಧಾನ ಸಿವಿಲ್ ನ್ಯಾಯಾಧೀಶರು ಮತ್ತು ಜೆ.ಎಂ.ಎಫ್.ಸಿ. ನ್ಯಾಯಾಲಯ, ಆನೇಕಲ್. ಅರ್ಜಿದಾರರು ಮರಣ ಪ್ರಮಾಣ ಪತ್ರ ನೀಡುವಂತೆ ಕೋರಿ ಅರ್ಜಿ ಸಲ್ಲಿಸಿರುತ್ತಾರೆ. ಈ ಬಗ್ಗೆ ಯಾರಿಗಾದರೂ ಆಕ್ಷೇಪಣೆ ಇದ್ದಲ್ಲಿ ದಿನಾಂಕ 02/06/2025 ರಂದು ಬೆಳಿಗ್ಗೆ 11.00 ಗಂಟೆಗೆ ನ್ಯಾಯಾಲಯದಲ್ಲಿ ಹಾಜರಾಗಬಹುದು. <box>175 925 311 1000</box>
tender-item <box>985 164 1281 178</box>
tender-item <box>985 318 1281 332</box>
registration-dots-right <box>1106 2002 1171 2011</box>
case-body: BETWEEN: 1. Smt. S.R. Lalitha, W/o Sambandhan Mayan, D/o Late Sri S. Rathnagiri, Aged about 60 years, Residing at Flat No. 10, Surya Apartments, Luz Church Road, Mylapore, Chennai-600004. 2. Sri. Vaidyanathan .R, S/o Late Mr.V. Ramaswami. PUBLIC NOTICE: Whereas, the above named have filed the above petition for issuance of succession certificate under section 372 of Indian Succession Act in respect of schedule mentioned properties. The hearing date of the above petition is on 28.05.2025 at 11 a.m. <box>334 955 472 1132</box>
tender-item <box>985 387 1281 401</box>
registration-dot-icon <box>162 2002 171 2011</box>
kannada-notice-4 <box>168 1038 318 1138</box>
tender-item-number: 2. <box>994 151 1003 162</box>
public-notice-signature: V.L. Associates, Advocates, No. 56, Out house, 19th Main Road, 2nd Block, Rajajinagar, Bangalore-560010. Ph: 9481900851 / 9743323668. Place: Bangalore Date: 22.04.2025 <box>500 1159 635 1236</box>
registration-dot-icon <box>134 2002 143 2011</box>
tender-item-number: 19. <box>988 388 1003 399</box>
tender-item <box>985 192 1281 206</box>
masthead-page-number: 07 <box>1257 6 1285 21</box>
case-number: P & S.C. No. 197/2025 <box>335 939 471 953</box>
court-notice-cmisc-610 <box>651 33 805 309</box>
masthead-place: ಬೆಂಗಳೂರು <box>8 5 57 21</box>
court-title: IN THE COURT OF THE 30th ADDITIONAL CITY CIVIL JUDGE AT BENGALURU (CCH-31) <box>335 906 471 936</box>
case-number: CMISC. NO. 633/2025 <box>825 1116 958 1130</box>
tender-item-number: 15. <box>988 332 1003 343</box>
case-number: O.S. No. 4056/2021 <box>668 1003 788 1017</box>
registration-dot-icon <box>1134 2002 1143 2011</box>
public-notice-schedule: SCHEDULE: All that piece and parcel of immovable property being bearing Site No. 49, E Khatha No. 25, E Khatha No. 825/25/49, Measuring East to West: 30 feet, North to South: 40 ft, Situated at Valagerahalli Village, Kengeri Hobli, Bangalore South Taluk and bounded on: East by: Site No. 49A, West by: Site No. 50, North by: Road, and South by: Site No. 47. <box>495 994 635 1154</box>
tender-item <box>985 415 1281 429</box>
registration-dots-left <box>120 2002 185 2011</box>
tender-item-label: ಕಂಕರ್ <box>1009 388 1029 399</box>
column-6 <box>809 30 973 1990</box>
registration-dot-icon <box>120 2002 129 2011</box>
tender-item-label: ಗ್ರಾವೆಲ್ <box>1009 374 1033 385</box>
court-title: IN THE COURT OF THE 3rd ADDL. CIVIL JUDGE AND JMFC AT ANEKAL <box>337 1229 469 1259</box>
case-number: ಸಿ.ಮಿಸ್. ಸಂಖ್ಯೆ : 534/2025 <box>500 41 630 54</box>
notice-title: NOTICE TO THE DEFENDANT No. 15 to 47 <box>17 772 145 793</box>
kannada-signature: ನ್ಯಾಯಾಲಯದ ಆದೇಶದ ಮೇರೆಗೆ, ಶಿರಸ್ತೇದಾರರು, ಹಿರಿಯ ಸಿವಿಲ್ ನ್ಯಾಯಾಲಯ, ಕೋಲಾರ. ದಿನಾಂಕ: 05-04-2025 <box>991 1302 1281 1322</box>
court-title: IN THE COURT OF THE 3rd ADDITIONAL CIVIL JUDGE AND J.M.F.C. AT ANEKAL <box>824 1083 959 1113</box>
court-notice-os-4056 <box>651 966 805 1412</box>
signatory-pdo: ಪಂಚಾಯಿತಿ ಅಭಿವೃದ್ಧಿ ಅಧಿಕಾರಿ, ಕೆಂಪನಹಳ್ಳಿ ಗ್ರಾಮ ಪಂಚಾಯಿತಿ ಕಾರ್ಯಾಲಯ <box>1162 462 1266 496</box>
court-signature: By Order of the Court, Sheristedar, Prl. Civil Judge Court, Kunigal. Advocate For Plaintiff: A. R. RANGASWAMY, Hakim Akmal Complex, B.H. Road, Kunigal-572130. <box>496 1450 635 1528</box>
court-signature: By Order of the Court, Sheristedar, III Addl. Civil Judge & JMFC Court, Anekal. Advocate For Petitioner: Nagarathna .S, No. 1, RSK LAW ASSOCIATES, STB Complex, Opp. Court Complex, Anekal Town, Anekal-562106. <box>826 1420 962 1519</box>
kannada-signature: ನ್ಯಾಯಾಲಯದ ಆದೇಶದ ಮೇರೆಗೆ, ಶಿರಸ್ತೇದಾರರು, ಪ್ರಧಾನ ಸಿವಿಲ್ ನ್ಯಾಯಾಧೀಶರು, ಆನೇಕಲ್. <box>506 136 635 157</box>
column-2 <box>163 30 322 1990</box>
